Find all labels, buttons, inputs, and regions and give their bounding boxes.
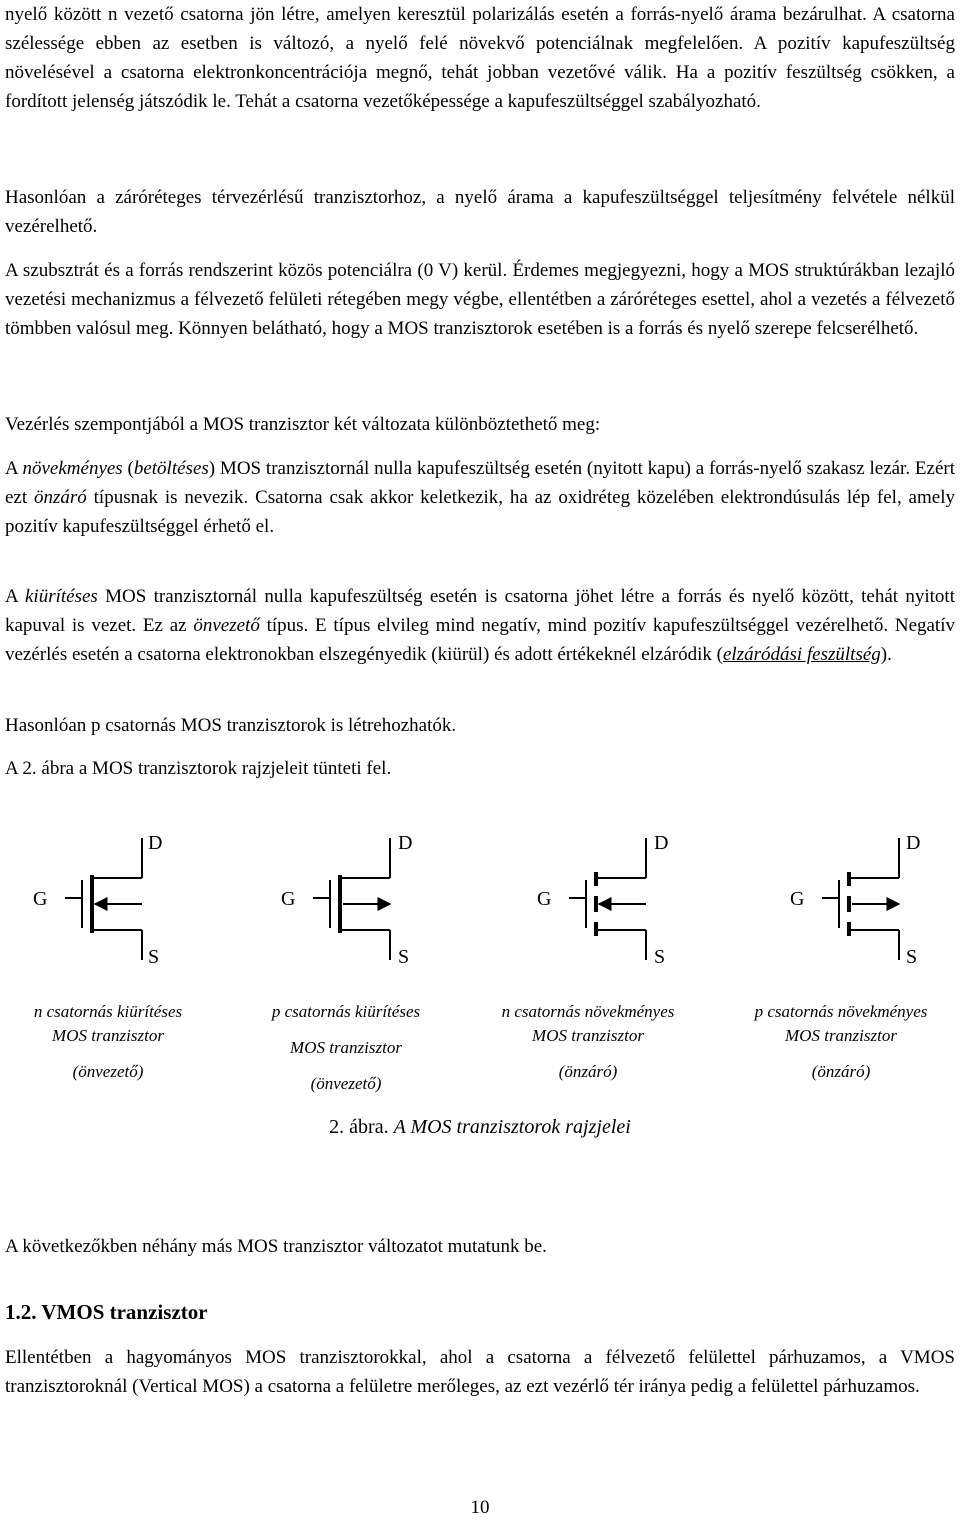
section-heading: 1.2. VMOS tranzisztor (5, 1300, 208, 1324)
paragraph-control-types: Vezérlés szempontjából a MOS tranzisztor két változata különböztethető meg: (5, 414, 601, 435)
gate-label: G (281, 888, 296, 910)
gate-label: G (537, 888, 552, 910)
paragraph-substrate: A szubsztrát és a forrás rendszerint közös potenciálra (0 V) kerül. Érdemes megjegyezni, hogy a MOS struktúrákban lezajló vezetési mechanizmus a félvezető felületi rétegében megy végbe, ellentétben a záróréteges esettel, ahol a vezetés a félvezető tömbben valósul meg. Könnyen belátható, hogy a MOS tranzisztorok esetében is a forrás és nyelő szerepe felcserélhető. (5, 260, 955, 339)
symbol-n-depletion (33, 832, 162, 968)
paragraph-vmos: Ellentétben a hagyományos MOS tranzisztorokkal, ahol a csatorna a félvezető felülettel párhuzamos, a VMOS tranzisztoroknál (Vertical MOS) a csatorna a felületre merőleges, az ezt vezérlő tér iránya pedig a felülettel párhuzamos. (5, 1347, 955, 1397)
paragraph-channel-intro: nyelő között n vezető csatorna jön létre, amelyen keresztül polarizálás esetén a forrás-nyelő árama bezárulhat. A csatorna szélessége ebben az esetben is változó, a nyelő felé növekvő potenciálnak megfelelően. A pozitív kapufeszültség növelésével a csatorna elektronkoncentrációja megnő, tehát jobban vezetővé válik. Ha a pozitív feszültség csökken, a fordított jelenség játszódik le. Tehát a csatorna vezetőképessége a kapufeszültséggel szabályozható. (5, 4, 955, 112)
source-label: S (148, 946, 160, 968)
source-label: S (654, 946, 666, 968)
caption-n-depletion: n csatornás kiürítéses MOS tranzisztor (önvezető) (33, 1002, 183, 1081)
gate-label: G (790, 888, 805, 910)
gate-label: G (33, 888, 48, 910)
page-number: 10 (470, 1497, 490, 1518)
paragraph-figure-ref: A 2. ábra a MOS tranzisztorok rajzjeleit tünteti fel. (5, 758, 392, 779)
source-label: S (906, 946, 918, 968)
drain-label: D (906, 832, 921, 854)
symbol-p-enhancement (790, 832, 920, 968)
caption-p-depletion: p csatornás kiürítéses MOS tranzisztor (önvezető) (271, 1002, 421, 1093)
paragraph-enhancement: A növekményes (betöltéses) MOS tranzisztornál nulla kapufeszültség esetén (nyitott kapu) a forrás-nyelő szakasz lezár. Ezért ezt önzáró típusnak is nevezik. Csatorna csak akkor keletkezik, ha az oxidréteg közelében elektrondúsulás lép fel, amely pozitív kapufeszültséggel érhető el. (5, 458, 955, 537)
figure-title: A MOS tranzisztorok rajzjelei (393, 1116, 631, 1138)
paragraph-next-variants: A következőkben néhány más MOS tranzisztor változatot mutatunk be. (5, 1236, 547, 1257)
source-label: S (398, 946, 410, 968)
paragraph-p-channel: Hasonlóan p csatornás MOS tranzisztorok is létrehozhatók. (5, 715, 457, 736)
symbol-p-depletion (281, 832, 412, 968)
symbol-n-enhancement (537, 832, 668, 968)
figure-caption (0, 1116, 960, 1139)
drain-label: D (148, 832, 163, 854)
drain-label: D (654, 832, 669, 854)
figure-number: 2. ábra. (329, 1116, 389, 1138)
drain-label: D (398, 832, 413, 854)
caption-n-enhancement: n csatornás növekményes MOS tranzisztor (önzáró) (501, 1002, 675, 1081)
caption-p-enhancement: p csatornás növekményes MOS tranzisztor (önzáró) (754, 1002, 928, 1081)
paragraph-junction-comparison: Hasonlóan a záróréteges térvezérlésű tranzisztorhoz, a nyelő árama a kapufeszültséggel teljesítmény felvétele nélkül vezérelhető. (5, 187, 955, 237)
paragraph-depletion: A kiürítéses MOS tranzisztornál nulla kapufeszültség esetén is csatorna jöhet létre a forrás és nyelő között, tehát nyitott kapuval is vezet. Ez az önvezető típus. E típus elvileg mind negatív, mind pozitív kapufeszültséggel vezérelhető. Negatív vezérlés esetén a csatorna elektronokban elszegényedik (kiürül) és adott értékeknél elzáródik (elzáródási feszültség). (5, 586, 955, 665)
